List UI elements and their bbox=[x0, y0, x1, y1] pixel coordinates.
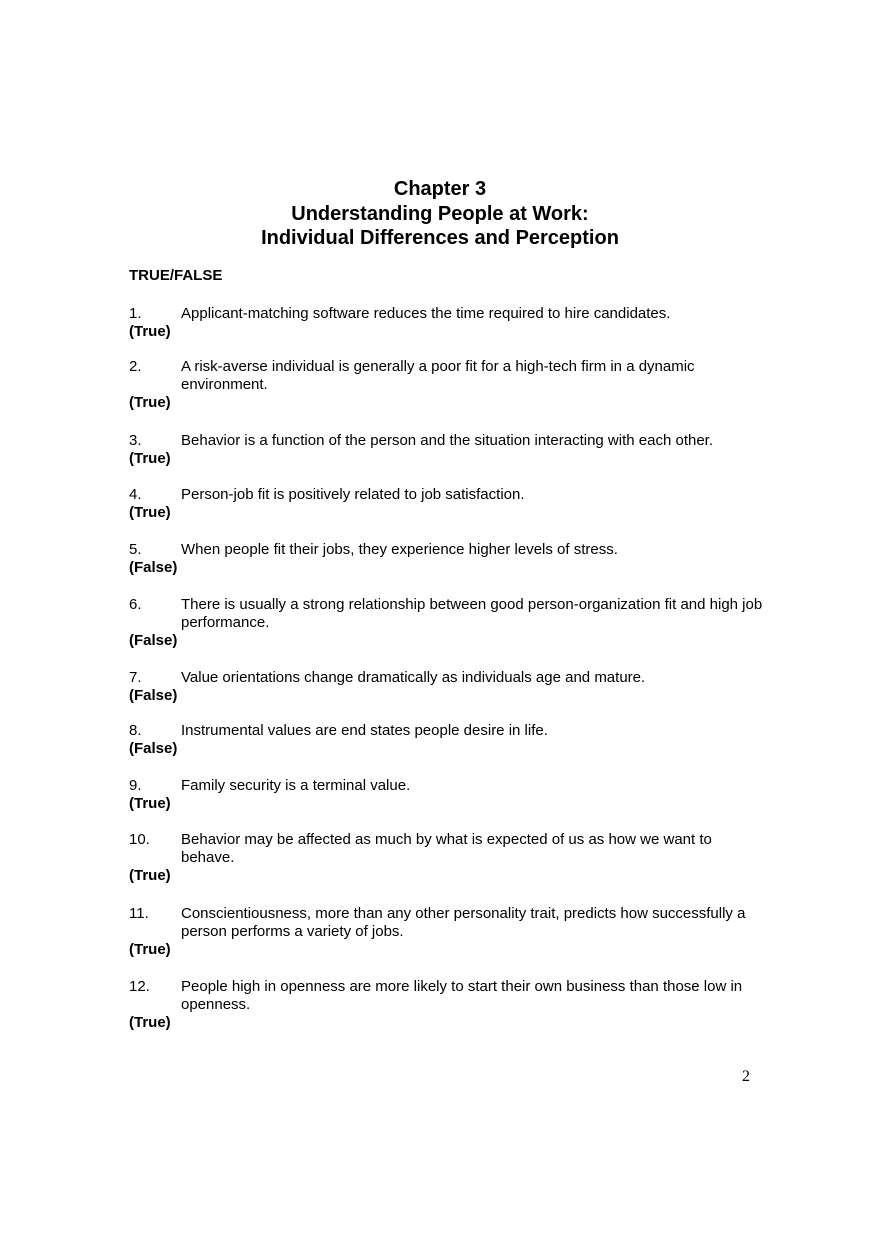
question-number: 6. bbox=[129, 596, 142, 613]
question-item bbox=[129, 432, 769, 468]
question-text: Behavior may be affected as much by what is expected of us as how we want to behave. bbox=[181, 831, 712, 866]
question-number: 7. bbox=[129, 669, 142, 686]
question-text: Behavior is a function of the person and the situation interacting with each other. bbox=[181, 432, 714, 449]
question-text: A risk-averse individual is generally a poor fit for a high-tech firm in a dynamic environment. bbox=[181, 358, 695, 393]
question-answer: (False) bbox=[129, 632, 178, 649]
question-number: 11. bbox=[129, 905, 149, 922]
question-number: 12. bbox=[129, 978, 150, 995]
question-text: People high in openness are more likely to start their own business than those low in openness. bbox=[181, 978, 743, 1013]
question-answer: (True) bbox=[129, 1014, 171, 1031]
question-text: There is usually a strong relationship between good person-organization fit and high job performance. bbox=[181, 596, 763, 631]
question-text: Value orientations change dramatically as individuals age and mature. bbox=[181, 669, 646, 686]
question-item bbox=[129, 305, 769, 341]
chapter-title: Understanding People at Work: bbox=[291, 202, 589, 225]
question-number: 5. bbox=[129, 541, 142, 558]
question-answer: (True) bbox=[129, 394, 171, 411]
section-heading: TRUE/FALSE bbox=[129, 267, 223, 284]
question-answer: (True) bbox=[129, 504, 171, 521]
question-item bbox=[129, 669, 769, 705]
question-number: 8. bbox=[129, 722, 142, 739]
question-item bbox=[129, 978, 769, 1032]
question-answer: (True) bbox=[129, 941, 171, 958]
chapter-number: Chapter 3 bbox=[393, 178, 487, 200]
question-item bbox=[129, 596, 769, 650]
question-item bbox=[129, 358, 769, 412]
question-answer: (False) bbox=[129, 559, 178, 576]
question-answer: (True) bbox=[129, 450, 171, 467]
question-item bbox=[129, 777, 769, 813]
question-number: 3. bbox=[129, 432, 142, 449]
question-text: Conscientiousness, more than any other personality trait, predicts how successfully a person performs a variety of jobs. bbox=[181, 905, 746, 940]
question-text: Instrumental values are end states people desire in life. bbox=[181, 722, 548, 739]
question-answer: (True) bbox=[129, 867, 171, 884]
question-number: 10. bbox=[129, 831, 150, 848]
question-number: 2. bbox=[129, 358, 142, 375]
question-item bbox=[129, 722, 769, 758]
chapter-header bbox=[0, 177, 880, 251]
question-text: Applicant-matching software reduces the time required to hire candidates. bbox=[181, 305, 671, 322]
question-item bbox=[129, 486, 769, 522]
question-answer: (True) bbox=[129, 323, 171, 340]
question-number: 4. bbox=[129, 486, 142, 503]
question-answer: (False) bbox=[129, 740, 178, 757]
question-answer: (True) bbox=[129, 795, 171, 812]
question-text: When people fit their jobs, they experience higher levels of stress. bbox=[181, 541, 618, 558]
question-item bbox=[129, 905, 769, 959]
question-answer: (False) bbox=[129, 687, 178, 704]
page-number: 2 bbox=[742, 1068, 750, 1085]
question-item bbox=[129, 831, 769, 885]
question-number: 9. bbox=[129, 777, 142, 794]
question-item bbox=[129, 541, 769, 577]
chapter-subtitle: Individual Differences and Perception bbox=[261, 227, 619, 249]
question-number: 1. bbox=[129, 305, 142, 322]
question-text: Person-job fit is positively related to job satisfaction. bbox=[181, 486, 525, 503]
question-text: Family security is a terminal value. bbox=[181, 777, 411, 794]
